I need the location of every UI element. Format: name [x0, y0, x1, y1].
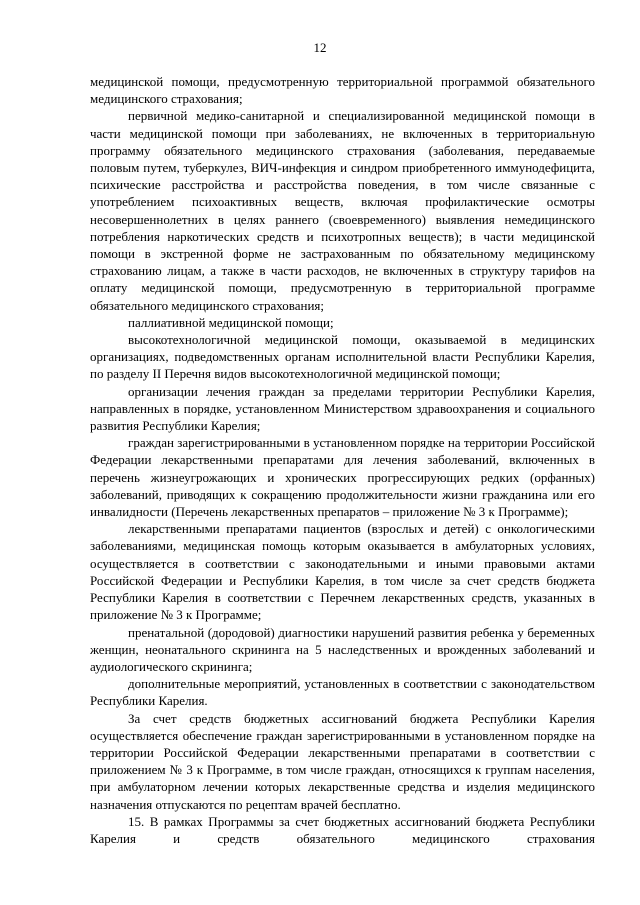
paragraph: граждан зарегистрированными в установленном порядке на территории Российской Федерации лекарственными препаратами для лечения заболеваний, включенных в перечень жизнеугрожающих и хронических прогрессирующих редких (орфанных) заболеваний, приводящих к сокращению продолжительности жизни гражданина или его инвалидности (Перечень лекарственных препаратов – приложение № 3 к Программе);: [90, 435, 595, 520]
paragraph: 15. В рамках Программы за счет бюджетных ассигнований бюджета Республики Карелия и средств обязательного медицинского страхования: [90, 813, 595, 846]
paragraph: лекарственными препаратами пациентов (взрослых и детей) с онкологическими заболеваниями, медицинская помощь которым оказывается в амбулаторных условиях, осуществляется в соответствии с законодательными и иными правовыми актами Российской Федерации и Республики Карелия, в том числе за счет средств бюджета Республики Карелия в соответствии с Перечнем лекарственных средств, указанных в приложение № 3 к Программе;: [90, 521, 595, 623]
document-body: [90, 73, 595, 847]
paragraph: дополнительные мероприятий, установленных в соответствии с законодательством Республики Карелия.: [90, 676, 595, 709]
paragraph: пренатальной (дородовой) диагностики нарушений развития ребенка у беременных женщин, неонатального скрининга на 5 наследственных и врожденных заболеваний и аудиологического скрининга;: [90, 624, 595, 674]
paragraph: первичной медико-санитарной и специализированной медицинской помощи в части медицинской помощи при заболеваниях, не включенных в территориальную программу обязательного медицинского страхования (заболевания, передаваемые половым путем, туберкулез, ВИЧ-инфекция и синдром приобретенного иммунодефицита, психические расстройства и расстройства поведения, в том числе связанные с употреблением психоактивных веществ, включая профилактические осмотры несовершеннолетних в целях раннего (своевременного) выявления немедицинского потребления наркотических средств и психотропных веществ); в части медицинской помощи в экстренной форме не застрахованным по обязательному медицинскому страхованию лицам, а также в части расходов, не включенных в структуру тарифов на оплату медицинской помощи, предусмотренную в территориальной программе обязательного медицинского страхования;: [90, 108, 595, 313]
paragraph: За счет средств бюджетных ассигнований бюджета Республики Карелия осуществляется обеспечение граждан зарегистрированными в установленном порядке на территории Российской Федерации лекарственными препаратами в соответствии с приложением № 3 к Программе, в том числе граждан, относящихся к группам населения, при амбулаторном лечении которых лекарственные средства и изделия медицинского назначения отпускаются по рецептам врачей бесплатно.: [90, 710, 595, 812]
paragraph: паллиативной медицинской помощи;: [128, 314, 334, 330]
page-number: 12: [313, 40, 327, 55]
paragraph: высокотехнологичной медицинской помощи, оказываемой в медицинских организациях, подведомственных органам исполнительной власти Республики Карелия, по разделу II Перечня видов высокотехнологичной медицинской помощи;: [90, 332, 595, 382]
paragraph: организации лечения граждан за пределами территории Республики Карелия, направленных в порядке, установленном Министерством здравоохранения и социального развития Республики Карелия;: [90, 383, 595, 434]
paragraph: медицинской помощи, предусмотренную территориальной программой обязательного медицинского страхования;: [90, 74, 595, 107]
